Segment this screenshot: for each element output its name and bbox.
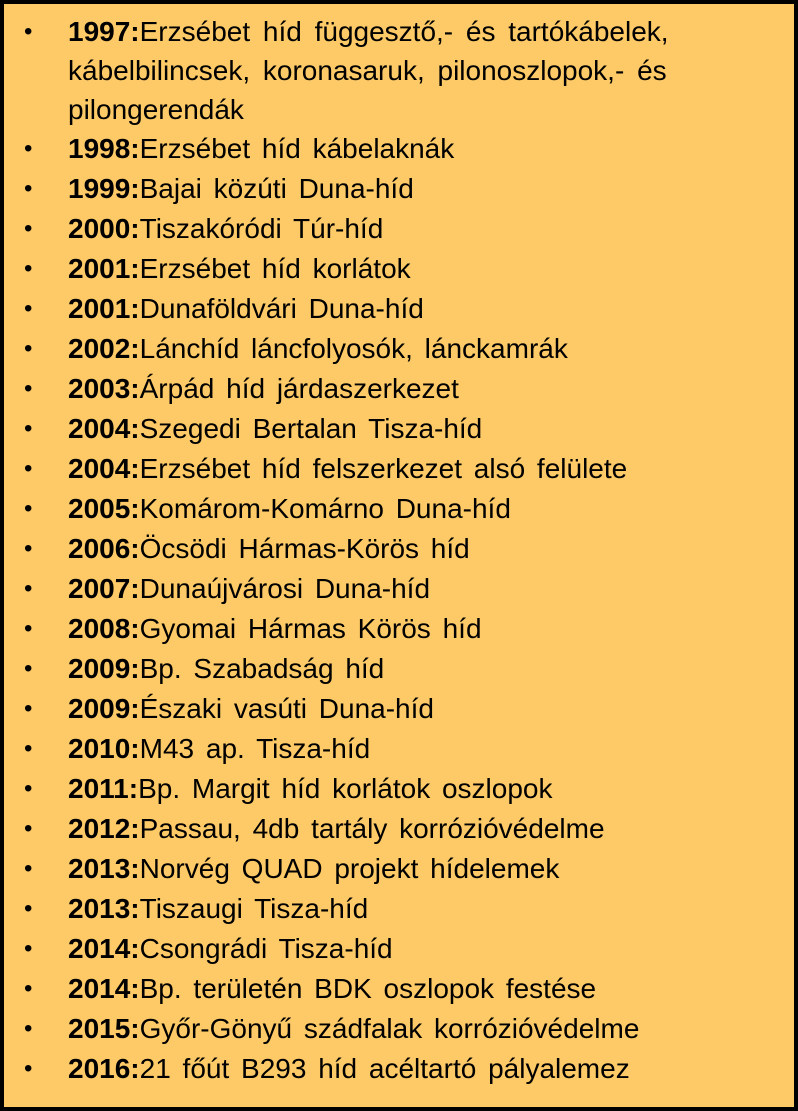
item-text: Passau, 4db tartály korrózióvédelme bbox=[139, 813, 605, 844]
item-text: Bajai közúti Duna-híd bbox=[139, 173, 414, 204]
item-text: Tiszakóródi Túr-híd bbox=[139, 213, 384, 244]
list-item bbox=[4, 889, 794, 929]
list-item bbox=[4, 489, 794, 529]
list-item bbox=[4, 929, 794, 969]
list-item bbox=[4, 449, 794, 489]
bullet-icon: • bbox=[24, 975, 33, 1002]
bullet-icon: • bbox=[24, 335, 33, 362]
bullet-icon: • bbox=[24, 18, 33, 45]
bullet-icon: • bbox=[24, 1015, 33, 1042]
item-text: Győr-Gönyű szádfalak korrózióvédelme bbox=[139, 1013, 640, 1044]
bullet-icon: • bbox=[24, 215, 33, 242]
item-text: Erzsébet híd kábelaknák bbox=[139, 133, 455, 164]
bullet-icon: • bbox=[24, 575, 33, 602]
item-text: Dunaföldvári Duna-híd bbox=[139, 293, 424, 324]
item-year: 2002: bbox=[68, 333, 140, 364]
bullet-icon: • bbox=[24, 1055, 33, 1082]
item-year: 2001: bbox=[68, 293, 140, 324]
item-year: 2009: bbox=[68, 653, 140, 684]
list-item bbox=[4, 1049, 794, 1089]
item-year: 2004: bbox=[68, 413, 140, 444]
bullet-icon: • bbox=[24, 495, 33, 522]
item-year: 2006: bbox=[68, 533, 140, 564]
item-text: Erzsébet híd korlátok bbox=[139, 253, 411, 284]
bullet-icon: • bbox=[24, 735, 33, 762]
item-year: 2014: bbox=[68, 933, 140, 964]
item-text: Északi vasúti Duna-híd bbox=[139, 693, 434, 724]
item-year: 2011: bbox=[68, 773, 139, 804]
item-year: 2001: bbox=[68, 253, 140, 284]
item-year: 1998: bbox=[68, 133, 140, 164]
item-text: Norvég QUAD projekt hídelemek bbox=[139, 853, 560, 884]
list-item bbox=[4, 849, 794, 889]
item-year: 2015: bbox=[68, 1013, 140, 1044]
bullet-icon: • bbox=[24, 775, 33, 802]
item-text: M43 ap. Tisza-híd bbox=[139, 733, 371, 764]
item-year: 2013: bbox=[68, 853, 140, 884]
item-year: 2007: bbox=[68, 573, 140, 604]
item-year: 2016: bbox=[68, 1053, 140, 1084]
bullet-icon: • bbox=[24, 295, 33, 322]
list-item bbox=[4, 529, 794, 569]
item-year: 2010: bbox=[68, 733, 140, 764]
item-year: 2003: bbox=[68, 373, 140, 404]
item-year: 2005: bbox=[68, 493, 140, 524]
list-item bbox=[4, 809, 794, 849]
bullet-icon: • bbox=[24, 415, 33, 442]
item-text: Tiszaugi Tisza-híd bbox=[139, 893, 369, 924]
item-year: 2009: bbox=[68, 693, 140, 724]
list-item bbox=[4, 969, 794, 1009]
item-text: Bp. Margit híd korlátok oszlopok bbox=[138, 773, 553, 804]
reference-list bbox=[4, 12, 794, 1089]
item-year: 2012: bbox=[68, 813, 140, 844]
list-item bbox=[4, 649, 794, 689]
list-item bbox=[4, 249, 794, 289]
item-text: Lánchíd láncfolyosók, lánckamrák bbox=[139, 333, 568, 364]
item-year: 1999: bbox=[68, 173, 140, 204]
item-year: 2008: bbox=[68, 613, 140, 644]
item-text: Erzsébet híd függesztő,- és tartókábelek, kábelbilincsek, koronasaruk, pilonoszlopok,- és pilongerendák bbox=[68, 16, 669, 125]
list-item bbox=[4, 12, 794, 129]
list-item bbox=[4, 369, 794, 409]
item-text: Erzsébet híd felszerkezet alsó felülete bbox=[139, 453, 628, 484]
item-text: Árpád híd járdaszerkezet bbox=[139, 373, 459, 404]
item-text: Komárom-Komárno Duna-híd bbox=[139, 493, 511, 524]
list-item bbox=[4, 609, 794, 649]
item-text: Csongrádi Tisza-híd bbox=[139, 933, 393, 964]
list-item bbox=[4, 569, 794, 609]
item-year: 2004: bbox=[68, 453, 140, 484]
bullet-icon: • bbox=[24, 255, 33, 282]
list-item bbox=[4, 129, 794, 169]
item-text: Öcsödi Hármas-Körös híd bbox=[139, 533, 470, 564]
list-item bbox=[4, 769, 794, 809]
item-text: Bp. területén BDK oszlopok festése bbox=[139, 973, 597, 1004]
list-item bbox=[4, 1009, 794, 1049]
bullet-icon: • bbox=[24, 695, 33, 722]
bullet-icon: • bbox=[24, 895, 33, 922]
list-item bbox=[4, 409, 794, 449]
list-item bbox=[4, 329, 794, 369]
bullet-icon: • bbox=[24, 135, 33, 162]
item-text: Gyomai Hármas Körös híd bbox=[139, 613, 482, 644]
item-year: 2013: bbox=[68, 893, 140, 924]
bullet-icon: • bbox=[24, 935, 33, 962]
bullet-icon: • bbox=[24, 855, 33, 882]
list-item bbox=[4, 169, 794, 209]
bullet-icon: • bbox=[24, 175, 33, 202]
item-text: Szegedi Bertalan Tisza-híd bbox=[139, 413, 483, 444]
item-text: Dunaújvárosi Duna-híd bbox=[139, 573, 431, 604]
bullet-icon: • bbox=[24, 615, 33, 642]
bullet-icon: • bbox=[24, 815, 33, 842]
bullet-icon: • bbox=[24, 375, 33, 402]
list-item bbox=[4, 209, 794, 249]
item-year: 1997: bbox=[68, 16, 140, 47]
item-year: 2000: bbox=[68, 213, 140, 244]
bullet-icon: • bbox=[24, 535, 33, 562]
list-item bbox=[4, 689, 794, 729]
bullet-icon: • bbox=[24, 655, 33, 682]
list-item bbox=[4, 289, 794, 329]
bullet-icon: • bbox=[24, 455, 33, 482]
item-text: 21 főút B293 híd acéltartó pályalemez bbox=[139, 1053, 630, 1084]
item-year: 2014: bbox=[68, 973, 140, 1004]
item-text: Bp. Szabadság híd bbox=[139, 653, 385, 684]
list-item bbox=[4, 729, 794, 769]
